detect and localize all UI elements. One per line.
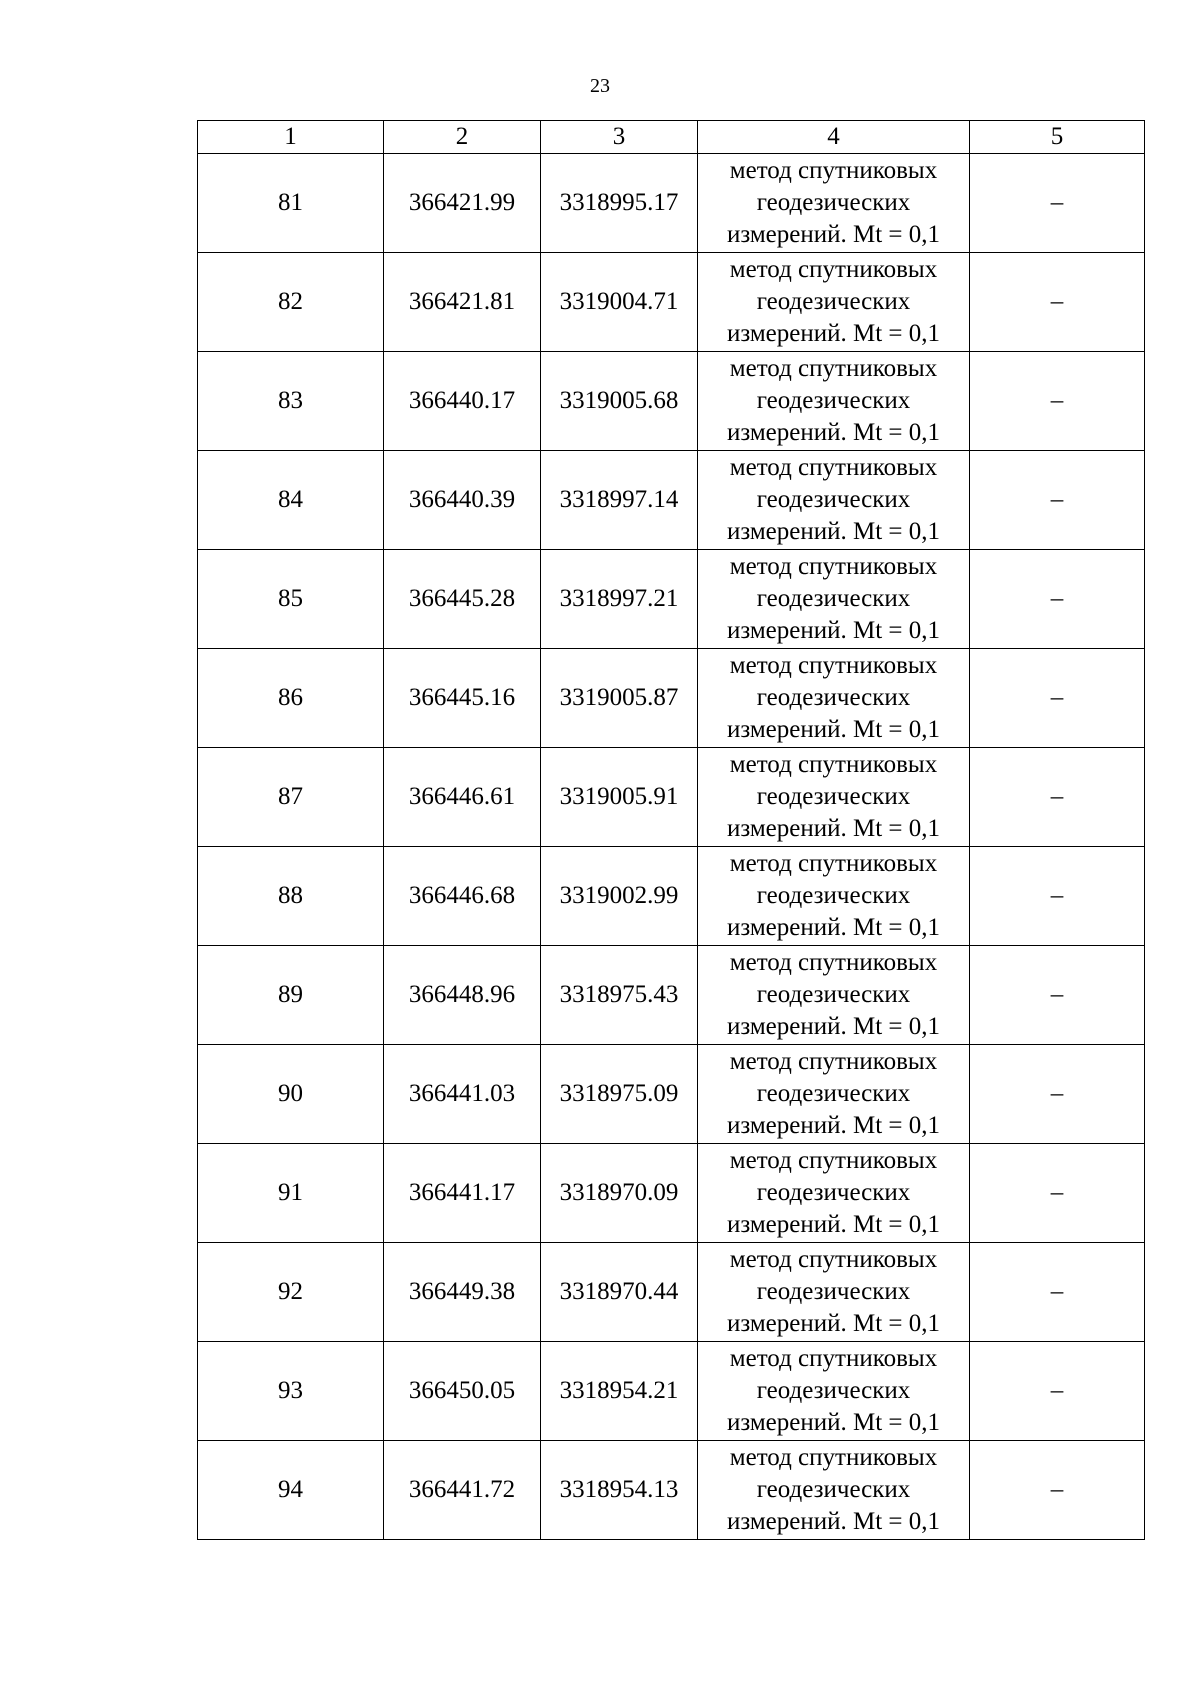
method-cell bbox=[698, 1441, 970, 1540]
point-number-cell: 82 bbox=[198, 253, 384, 352]
coordinate-y-cell: 3319004.71 bbox=[541, 253, 698, 352]
note-cell: – bbox=[970, 1045, 1145, 1144]
table-row bbox=[198, 1045, 1145, 1144]
coordinate-y-cell: 3318975.09 bbox=[541, 1045, 698, 1144]
method-cell bbox=[698, 649, 970, 748]
coordinate-y-cell: 3318995.17 bbox=[541, 154, 698, 253]
point-number-cell: 83 bbox=[198, 352, 384, 451]
method-text-line-3: измерений. Mt = 0,1 bbox=[726, 716, 941, 743]
coordinate-x-cell: 366446.68 bbox=[384, 847, 541, 946]
coordinate-y-cell: 3319005.87 bbox=[541, 649, 698, 748]
method-cell bbox=[698, 1144, 970, 1243]
method-cell bbox=[698, 1342, 970, 1441]
coordinate-y-cell: 3318970.09 bbox=[541, 1144, 698, 1243]
table-row bbox=[198, 847, 1145, 946]
coordinate-x-cell: 366450.05 bbox=[384, 1342, 541, 1441]
coordinate-y-cell: 3318997.21 bbox=[541, 550, 698, 649]
method-text-line-1: метод спутниковых bbox=[729, 751, 938, 778]
coordinate-y-cell: 3319005.68 bbox=[541, 352, 698, 451]
method-text-line-1: метод спутниковых bbox=[729, 949, 938, 976]
coordinate-x-cell: 366440.39 bbox=[384, 451, 541, 550]
point-number-cell: 87 bbox=[198, 748, 384, 847]
method-text-line-1: метод спутниковых bbox=[729, 652, 938, 679]
method-text-line-2: геодезических bbox=[756, 783, 911, 810]
method-cell bbox=[698, 451, 970, 550]
method-text-line-3: измерений. Mt = 0,1 bbox=[726, 419, 941, 446]
table-row bbox=[198, 253, 1145, 352]
note-cell: – bbox=[970, 1144, 1145, 1243]
table-row bbox=[198, 550, 1145, 649]
coordinate-x-cell: 366441.17 bbox=[384, 1144, 541, 1243]
method-text-line-1: метод спутниковых bbox=[729, 1345, 938, 1372]
point-number-cell: 88 bbox=[198, 847, 384, 946]
method-text-line-2: геодезических bbox=[756, 1080, 911, 1107]
method-text-line-2: геодезических bbox=[756, 981, 911, 1008]
method-text-line-3: измерений. Mt = 0,1 bbox=[726, 617, 941, 644]
column-header-1: 1 bbox=[198, 121, 384, 154]
method-cell bbox=[698, 748, 970, 847]
method-text-line-2: геодезических bbox=[756, 1476, 911, 1503]
method-text-line-3: измерений. Mt = 0,1 bbox=[726, 1211, 941, 1238]
point-number-cell: 81 bbox=[198, 154, 384, 253]
coordinate-y-cell: 3318954.21 bbox=[541, 1342, 698, 1441]
method-text-line-3: измерений. Mt = 0,1 bbox=[726, 221, 941, 248]
method-text-line-3: измерений. Mt = 0,1 bbox=[726, 1409, 941, 1436]
table-row bbox=[198, 451, 1145, 550]
coordinate-y-cell: 3319002.99 bbox=[541, 847, 698, 946]
point-number-cell: 93 bbox=[198, 1342, 384, 1441]
table-row bbox=[198, 154, 1145, 253]
coordinate-x-cell: 366441.72 bbox=[384, 1441, 541, 1540]
method-text-line-2: геодезических bbox=[756, 684, 911, 711]
method-text-line-2: геодезических bbox=[756, 1377, 911, 1404]
column-header-2: 2 bbox=[384, 121, 541, 154]
coordinate-x-cell: 366446.61 bbox=[384, 748, 541, 847]
method-cell bbox=[698, 154, 970, 253]
note-cell: – bbox=[970, 847, 1145, 946]
method-text-line-1: метод спутниковых bbox=[729, 454, 938, 481]
method-text-line-1: метод спутниковых bbox=[729, 1147, 938, 1174]
method-text-line-1: метод спутниковых bbox=[729, 1246, 938, 1273]
coordinate-x-cell: 366448.96 bbox=[384, 946, 541, 1045]
point-number-cell: 89 bbox=[198, 946, 384, 1045]
coordinate-x-cell: 366421.99 bbox=[384, 154, 541, 253]
method-text-line-2: геодезических bbox=[756, 1179, 911, 1206]
coordinate-y-cell: 3318970.44 bbox=[541, 1243, 698, 1342]
coordinate-y-cell: 3319005.91 bbox=[541, 748, 698, 847]
method-cell bbox=[698, 550, 970, 649]
method-text-line-2: геодезических bbox=[756, 189, 911, 216]
method-text-line-2: геодезических bbox=[756, 486, 911, 513]
note-cell: – bbox=[970, 649, 1145, 748]
column-header-4: 4 bbox=[698, 121, 970, 154]
coordinate-y-cell: 3318954.13 bbox=[541, 1441, 698, 1540]
method-text-line-3: измерений. Mt = 0,1 bbox=[726, 914, 941, 941]
table-row bbox=[198, 946, 1145, 1045]
method-cell bbox=[698, 1243, 970, 1342]
note-cell: – bbox=[970, 451, 1145, 550]
coordinate-x-cell: 366440.17 bbox=[384, 352, 541, 451]
method-cell bbox=[698, 1045, 970, 1144]
method-text-line-3: измерений. Mt = 0,1 bbox=[726, 518, 941, 545]
column-header-5: 5 bbox=[970, 121, 1145, 154]
method-text-line-3: измерений. Mt = 0,1 bbox=[726, 1112, 941, 1139]
point-number-cell: 94 bbox=[198, 1441, 384, 1540]
note-cell: – bbox=[970, 352, 1145, 451]
coordinate-x-cell: 366445.28 bbox=[384, 550, 541, 649]
point-number-cell: 86 bbox=[198, 649, 384, 748]
coordinates-table bbox=[197, 120, 1145, 1540]
method-cell bbox=[698, 946, 970, 1045]
method-text-line-3: измерений. Mt = 0,1 bbox=[726, 320, 941, 347]
method-text-line-2: геодезических bbox=[756, 387, 911, 414]
method-text-line-3: измерений. Mt = 0,1 bbox=[726, 1310, 941, 1337]
coordinate-x-cell: 366441.03 bbox=[384, 1045, 541, 1144]
note-cell: – bbox=[970, 253, 1145, 352]
point-number-cell: 85 bbox=[198, 550, 384, 649]
table-body bbox=[198, 154, 1145, 1540]
coordinate-x-cell: 366421.81 bbox=[384, 253, 541, 352]
point-number-cell: 92 bbox=[198, 1243, 384, 1342]
method-text-line-2: геодезических bbox=[756, 882, 911, 909]
point-number-cell: 84 bbox=[198, 451, 384, 550]
table-row bbox=[198, 748, 1145, 847]
coordinate-y-cell: 3318997.14 bbox=[541, 451, 698, 550]
table-header-row bbox=[198, 121, 1145, 154]
note-cell: – bbox=[970, 748, 1145, 847]
note-cell: – bbox=[970, 154, 1145, 253]
point-number-cell: 91 bbox=[198, 1144, 384, 1243]
method-cell bbox=[698, 847, 970, 946]
table-row bbox=[198, 352, 1145, 451]
table-row bbox=[198, 1243, 1145, 1342]
method-text-line-1: метод спутниковых bbox=[729, 850, 938, 877]
column-header-3: 3 bbox=[541, 121, 698, 154]
method-text-line-2: геодезических bbox=[756, 1278, 911, 1305]
coordinate-x-cell: 366445.16 bbox=[384, 649, 541, 748]
method-text-line-1: метод спутниковых bbox=[729, 355, 938, 382]
method-text-line-2: геодезических bbox=[756, 288, 911, 315]
point-number-cell: 90 bbox=[198, 1045, 384, 1144]
note-cell: – bbox=[970, 946, 1145, 1045]
note-cell: – bbox=[970, 1243, 1145, 1342]
method-text-line-1: метод спутниковых bbox=[729, 553, 938, 580]
page-number: 23 bbox=[590, 75, 610, 97]
coordinate-y-cell: 3318975.43 bbox=[541, 946, 698, 1045]
note-cell: – bbox=[970, 550, 1145, 649]
table-row bbox=[198, 649, 1145, 748]
method-cell bbox=[698, 352, 970, 451]
method-text-line-1: метод спутниковых bbox=[729, 1444, 938, 1471]
method-text-line-2: геодезических bbox=[756, 585, 911, 612]
method-cell bbox=[698, 253, 970, 352]
table-row bbox=[198, 1342, 1145, 1441]
table-row bbox=[198, 1441, 1145, 1540]
method-text-line-1: метод спутниковых bbox=[729, 256, 938, 283]
coordinate-x-cell: 366449.38 bbox=[384, 1243, 541, 1342]
table-row bbox=[198, 1144, 1145, 1243]
method-text-line-3: измерений. Mt = 0,1 bbox=[726, 1013, 941, 1040]
method-text-line-3: измерений. Mt = 0,1 bbox=[726, 815, 941, 842]
method-text-line-1: метод спутниковых bbox=[729, 1048, 938, 1075]
method-text-line-3: измерений. Mt = 0,1 bbox=[726, 1508, 941, 1535]
method-text-line-1: метод спутниковых bbox=[729, 157, 938, 184]
note-cell: – bbox=[970, 1342, 1145, 1441]
note-cell: – bbox=[970, 1441, 1145, 1540]
